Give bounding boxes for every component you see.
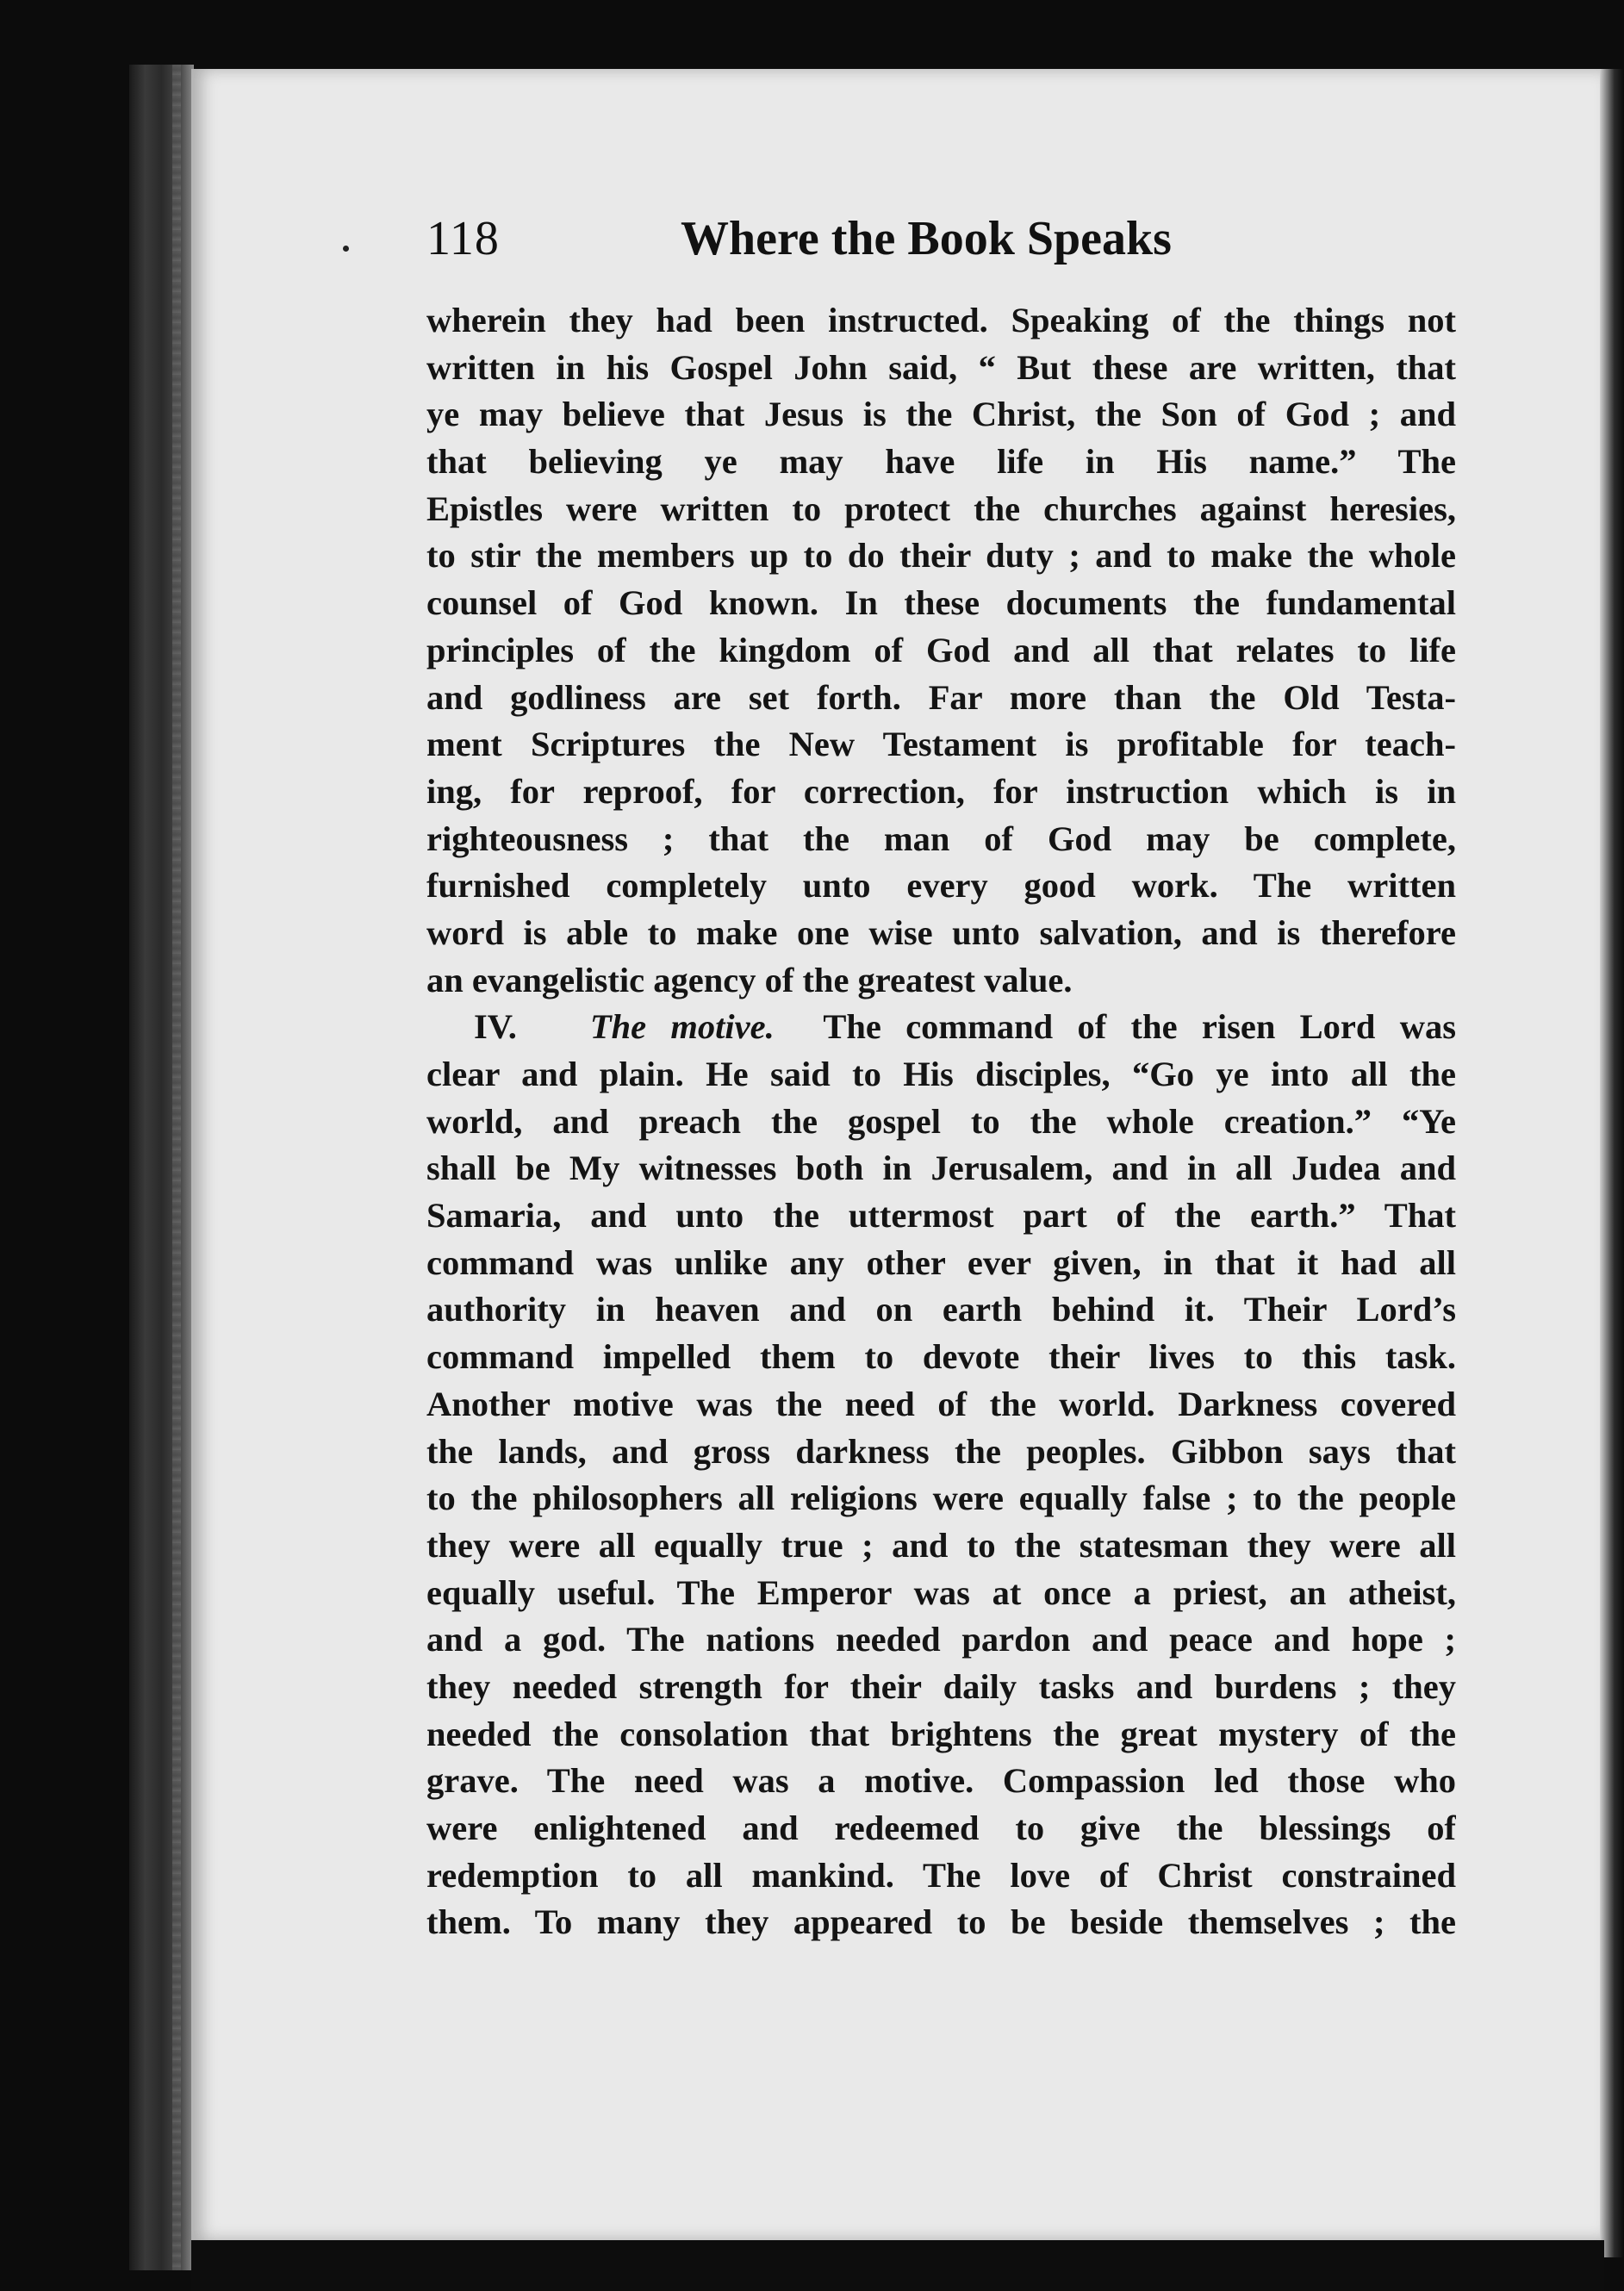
text-line: righteousness ; that the man of God may be complete, [426,819,1456,858]
text-line: that believing ye may have life in His name.” The [426,442,1456,482]
page-number: 118 [426,212,500,265]
text-line: shall be My witnesses both in Jerusalem, and in all Judea and [426,1149,1456,1188]
text-line: principles of the kingdom of God and all that relates to life [426,630,1456,669]
text-line: and godliness are set forth. Far more than the Old Testa- [426,677,1456,717]
text-line: needed the consolation that brightens the great mystery of the [426,1714,1456,1753]
text-line: they needed strength for their daily tasks and burdens ; they [426,1666,1456,1706]
text-line: an evangelistic agency of the greatest value. [426,960,1073,999]
body-text [426,297,1456,2020]
text-line: clear and plain. He said to His disciples, “Go ye into all the [426,1055,1456,1093]
text-line: wherein they had been instructed. Speaking of the things not [426,301,1456,339]
text-line: the lands, and gross darkness the peoples. Gibbon says that [426,1431,1456,1471]
text-line: Epistles were written to protect the churches against heresies, [426,489,1456,528]
text-line: written in his Gospel John said, “ But these are written, that [426,347,1456,387]
text-line: ment Scriptures the New Testament is profitable for teach- [426,725,1456,764]
text-line: to the philosophers all religions were equally false ; to the people [426,1479,1456,1518]
text-line: Another motive was the need of the world. Darkness covered [426,1384,1456,1423]
text-line: Samaria, and unto the uttermost part of the earth.” That [426,1196,1456,1236]
text-line: authority in heaven and on earth behind it. Their Lord’s [426,1290,1456,1329]
text-line: they were all equally true ; and to the statesman they were all [426,1525,1456,1565]
text-line: furnished completely unto every good work. The written [426,866,1456,906]
text-line: command impelled them to devote their lives to this task. [426,1337,1456,1377]
section-heading-line [426,1004,1456,1051]
section-heading: The motive. [589,1007,775,1047]
text-line: grave. The need was a motive. Compassion led those who [426,1761,1456,1801]
bottom-shadow [191,2240,1604,2291]
text-line: command was unlike any other ever given, in that it had all [426,1242,1456,1282]
text-line: ing, for reproof, for correction, for instruction which is in [426,771,1456,811]
text-line: word is able to make one wise unto salvation, and is therefore [426,912,1456,952]
text-line: to stir the members up to do their duty ; and to make the whole [426,536,1456,576]
paragraph-2 [426,1004,1456,1946]
text-line: them. To many they appeared to be beside themselves ; the [426,1902,1456,1942]
paragraph-1 [426,297,1456,1004]
running-head: Where the Book Speaks [681,212,1172,265]
text-line: were enlightened and redeemed to give the blessings of [426,1809,1456,1847]
text-line: and a god. The nations needed pardon and peace and hope ; [426,1620,1456,1659]
binding-stitching [172,65,181,2270]
section-first-line: The command of the risen Lord was [823,1007,1456,1047]
section-numeral: IV. [474,1007,517,1047]
text-line: counsel of God known. In these documents the fundamental [426,583,1456,623]
page-header [426,211,1288,276]
text-line: world, and preach the gospel to the whole creation.” “Ye [426,1101,1456,1141]
page-edge [1600,69,1624,2257]
margin-mark [343,246,349,252]
book-binding [129,65,194,2270]
text-line: redemption to all mankind. The love of Christ constrained [426,1855,1456,1895]
text-line: ye may believe that Jesus is the Christ, the Son of God ; and [426,395,1456,434]
text-line: equally useful. The Emperor was at once a priest, an atheist, [426,1572,1456,1612]
